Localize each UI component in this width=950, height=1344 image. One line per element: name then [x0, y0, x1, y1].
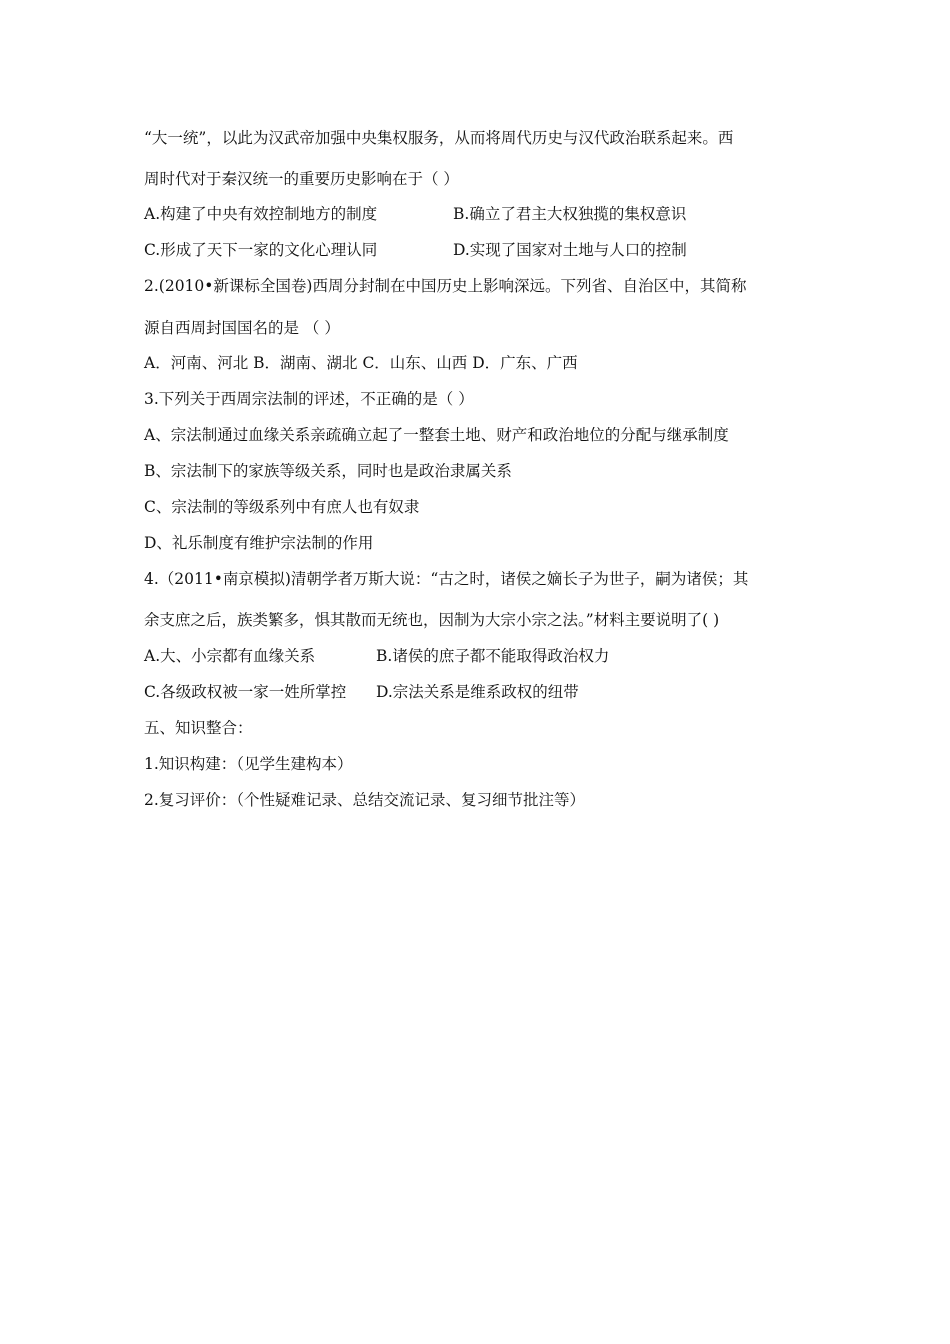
question-4-stem-line-2: 余支庶之后，族类繁多，惧其散而无统也，因制为大宗小宗之法。”材料主要说明了( ) — [144, 611, 720, 629]
question-3-option-a: A、宗法制通过血缘关系亲疏确立起了一整套土地、财产和政治地位的分配与继承制度 — [144, 426, 729, 444]
question-3-option-c: C、宗法制的等级系列中有庶人也有奴隶 — [144, 498, 420, 516]
question-4-options-row-2 — [144, 682, 579, 702]
question-3-stem: 3.下列关于西周宗法制的评述，不正确的是（ ） — [144, 390, 474, 408]
question-3-option-d: D、礼乐制度有维护宗法制的作用 — [144, 534, 374, 552]
question-1-options-row-2 — [144, 240, 687, 260]
question-4-option-d: D.宗法关系是维系政权的纽带 — [376, 683, 579, 701]
question-3-option-b: B、宗法制下的家族等级关系，同时也是政治隶属关系 — [144, 462, 512, 480]
question-1-option-c: C.形成了天下一家的文化心理认同 — [144, 241, 378, 259]
section-5-heading: 五、知识整合： — [144, 719, 253, 737]
question-1-options-row-1 — [144, 204, 687, 224]
section-5-item-1: 1.知识构建：（见学生建构本） — [144, 755, 353, 773]
question-4-option-a: A.大、小宗都有血缘关系 — [144, 647, 316, 665]
question-1-option-a: A.构建了中央有效控制地方的制度 — [144, 205, 378, 223]
question-2-stem-line-2: 源自西周封国国名的是 （ ） — [144, 319, 340, 337]
question-1-option-d: D.实现了国家对土地与人口的控制 — [453, 241, 687, 259]
question-4-options-row-1 — [144, 646, 610, 666]
question-4-stem-line-1: 4.（2011•南京模拟)清朝学者万斯大说：“古之时，诸侯之嫡长子为世子，嗣为诸侯；其 — [144, 570, 749, 588]
question-1-stem-line-2: 周时代对于秦汉统一的重要历史影响在于（ ） — [144, 170, 459, 188]
question-1-stem-line-1: “大一统”，以此为汉武帝加强中央集权服务，从而将周代历史与汉代政治联系起来。西 — [144, 129, 734, 147]
section-5-item-2: 2.复习评价：（个性疑难记录、总结交流记录、复习细节批注等） — [144, 791, 586, 809]
question-2-stem-line-1: 2.(2010•新课标全国卷)西周分封制在中国历史上影响深远。下列省、自治区中，其简称 — [144, 277, 747, 295]
question-2-options: A．河南、河北 B．湖南、湖北 C．山东、山西 D．广东、广西 — [144, 354, 578, 372]
question-1-option-b: B.确立了君主大权独揽的集权意识 — [453, 205, 687, 223]
question-4-option-b: B.诸侯的庶子都不能取得政治权力 — [376, 647, 610, 665]
question-4-option-c: C.各级政权被一家一姓所掌控 — [144, 683, 347, 701]
